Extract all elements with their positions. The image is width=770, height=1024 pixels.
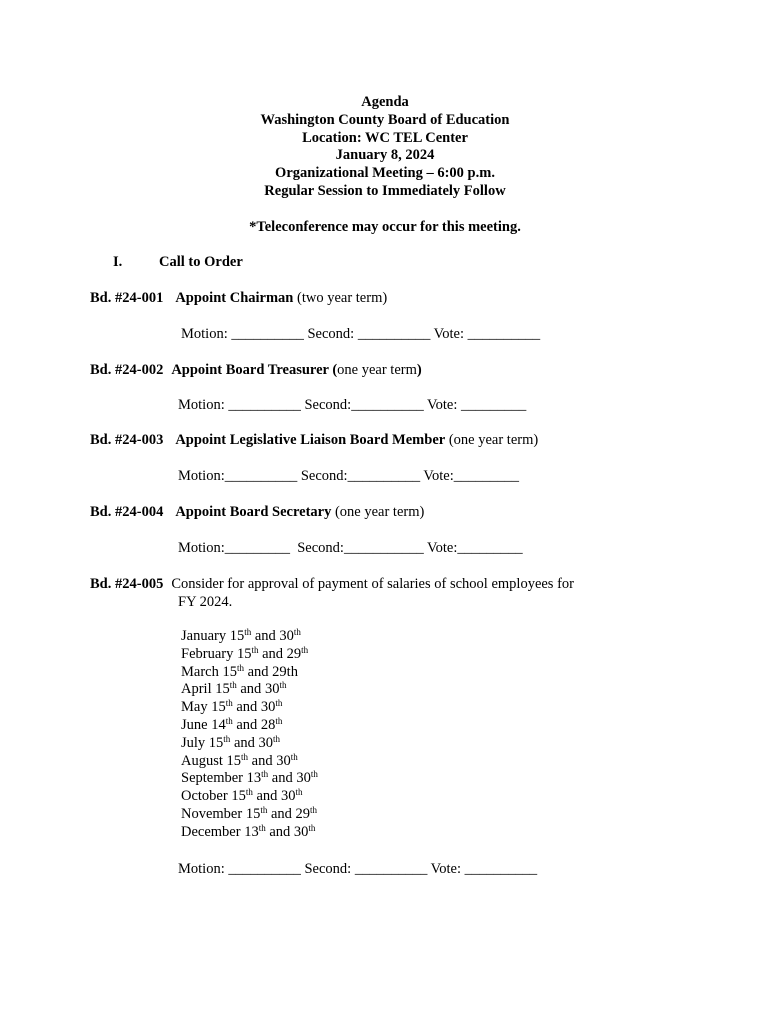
- second-date: 30: [293, 823, 309, 840]
- item-description-cont: FY 2024.: [178, 594, 233, 610]
- first-date: 15: [208, 734, 224, 751]
- first-date-suffix: th: [261, 769, 269, 780]
- and-word: and: [262, 645, 284, 662]
- month-name: February: [181, 645, 234, 662]
- and-word: and: [270, 805, 292, 822]
- first-date: 15: [226, 752, 242, 769]
- second-date-suffix: th: [290, 751, 298, 762]
- month-name: July: [181, 734, 206, 751]
- agenda-item-24-004: [90, 504, 424, 521]
- and-word: and: [251, 752, 273, 769]
- pay-date-row: [181, 646, 318, 664]
- second-date: 30: [279, 628, 294, 644]
- agenda-item-24-001: [90, 290, 387, 307]
- pay-date-row: [181, 717, 318, 735]
- second-date-suffix: th: [308, 822, 316, 833]
- pay-date-row: [181, 735, 318, 753]
- motion-line: Motion: __________ Second: __________ Vote: __________: [181, 326, 541, 342]
- first-date: 14: [211, 716, 226, 733]
- pay-date-row: [181, 628, 318, 646]
- item-detail: (one year term): [334, 504, 425, 520]
- second-date: 30: [264, 681, 280, 698]
- item-detail: (one year term): [448, 432, 539, 448]
- section-title: Call to Order: [159, 254, 243, 270]
- second-date: 29: [295, 805, 311, 822]
- and-word: and: [269, 823, 291, 840]
- month-name: August: [181, 752, 223, 769]
- month-name: May: [181, 699, 208, 716]
- second-date: 30: [260, 699, 276, 716]
- first-date: 15: [229, 628, 245, 644]
- first-date-suffix: th: [225, 698, 233, 709]
- first-date: 15: [236, 645, 252, 662]
- agenda-item-24-005: [90, 576, 574, 593]
- item-id: Bd. #24-004: [90, 504, 164, 520]
- month-name: October: [181, 788, 228, 805]
- and-word: and: [236, 699, 258, 716]
- agenda-title: Agenda: [361, 94, 409, 110]
- and-word: and: [247, 663, 269, 680]
- month-name: April: [181, 681, 212, 698]
- first-date-suffix: th: [229, 680, 237, 691]
- item-close-paren: ): [416, 362, 422, 378]
- month-name: March: [181, 663, 219, 680]
- item-id: Bd. #24-003: [90, 432, 164, 448]
- agenda-item-24-002: [90, 362, 422, 379]
- pay-date-row: [181, 664, 318, 682]
- month-name: June: [181, 716, 208, 733]
- first-date: 15: [231, 788, 246, 805]
- second-date-suffix: th: [275, 698, 283, 709]
- first-date: 13: [246, 770, 262, 787]
- second-date: 30: [296, 770, 311, 787]
- agenda-header: [0, 94, 770, 201]
- month-name: November: [181, 805, 243, 822]
- first-date: 15: [245, 805, 261, 822]
- meeting-type: Organizational Meeting – 6:00 p.m.: [275, 165, 495, 182]
- and-word: and: [233, 734, 255, 751]
- first-date-suffix: th: [260, 804, 268, 815]
- pay-date-row: [181, 824, 318, 842]
- second-date-suffix: th: [275, 715, 283, 726]
- second-date: 28: [260, 716, 276, 733]
- pay-date-row: [181, 699, 318, 717]
- second-date-suffix: th: [273, 733, 281, 744]
- first-date-suffix: th: [223, 733, 231, 744]
- board-name: Washington County Board of Education: [260, 111, 510, 128]
- meeting-date: January 8, 2024: [335, 147, 435, 164]
- item-title: Appoint Board Treasurer (: [171, 362, 338, 378]
- and-word: and: [256, 788, 278, 805]
- first-date-suffix: th: [244, 627, 252, 637]
- teleconference-note: *Teleconference may occur for this meeting.: [249, 219, 521, 235]
- second-date-suffix: th: [310, 769, 318, 780]
- first-date-suffix: th: [251, 644, 259, 655]
- item-id: Bd. #24-001: [90, 290, 164, 306]
- meeting-location: Location: WC TEL Center: [302, 129, 468, 146]
- second-date-suffix: th: [301, 644, 309, 655]
- first-date: 15: [215, 681, 230, 698]
- and-word: and: [271, 770, 293, 787]
- second-date: 30: [276, 752, 291, 769]
- first-date: 13: [244, 823, 259, 840]
- section-number: I.: [113, 254, 123, 270]
- second-date: 29: [286, 645, 302, 662]
- motion-line: Motion:__________ Second:__________ Vote:_________: [178, 468, 520, 484]
- first-date: 15: [222, 663, 237, 680]
- motion-line: Motion:_________ Second:___________ Vote:_________: [178, 540, 523, 556]
- second-date-suffix: th: [310, 804, 318, 815]
- second-date-suffix: th: [295, 787, 303, 798]
- first-date-suffix: th: [241, 751, 249, 762]
- motion-line: Motion: __________ Second: __________ Vote: __________: [178, 861, 538, 877]
- month-name: December: [181, 823, 241, 840]
- item-description: Consider for approval of payment of salaries of school employees for: [171, 576, 574, 592]
- second-date-suffix: th: [279, 680, 287, 691]
- first-date-suffix: th: [258, 822, 266, 833]
- second-date-suffix: th: [293, 627, 301, 637]
- item-title: Appoint Legislative Liaison Board Member: [175, 432, 446, 448]
- item-title: Appoint Chairman: [175, 290, 294, 306]
- agenda-item-24-003: [90, 432, 538, 449]
- and-word: and: [240, 681, 262, 698]
- item-id: Bd. #24-005: [90, 576, 164, 592]
- month-name: September: [181, 770, 244, 787]
- pay-date-row: [181, 681, 318, 699]
- and-word: and: [254, 628, 276, 644]
- and-word: and: [236, 716, 258, 733]
- item-detail: one year term: [337, 362, 417, 378]
- month-name: January: [181, 628, 227, 644]
- first-date-suffix: th: [236, 662, 244, 673]
- first-date-suffix: th: [225, 715, 233, 726]
- first-date-suffix: th: [245, 787, 253, 798]
- item-title: Appoint Board Secretary: [175, 504, 332, 520]
- first-date: 15: [211, 699, 226, 716]
- second-date: 29th: [272, 663, 298, 680]
- second-date: 30: [258, 734, 273, 751]
- pay-dates-list: [181, 628, 318, 842]
- motion-line: Motion: __________ Second:__________ Vote: _________: [178, 397, 527, 413]
- second-date: 30: [281, 788, 296, 805]
- pay-date-row: [181, 770, 318, 788]
- pay-date-row: [181, 806, 318, 824]
- session-note: Regular Session to Immediately Follow: [264, 182, 506, 199]
- item-id: Bd. #24-002: [90, 362, 164, 378]
- pay-date-row: [181, 753, 318, 771]
- pay-date-row: [181, 788, 318, 806]
- item-detail: (two year term): [297, 290, 388, 306]
